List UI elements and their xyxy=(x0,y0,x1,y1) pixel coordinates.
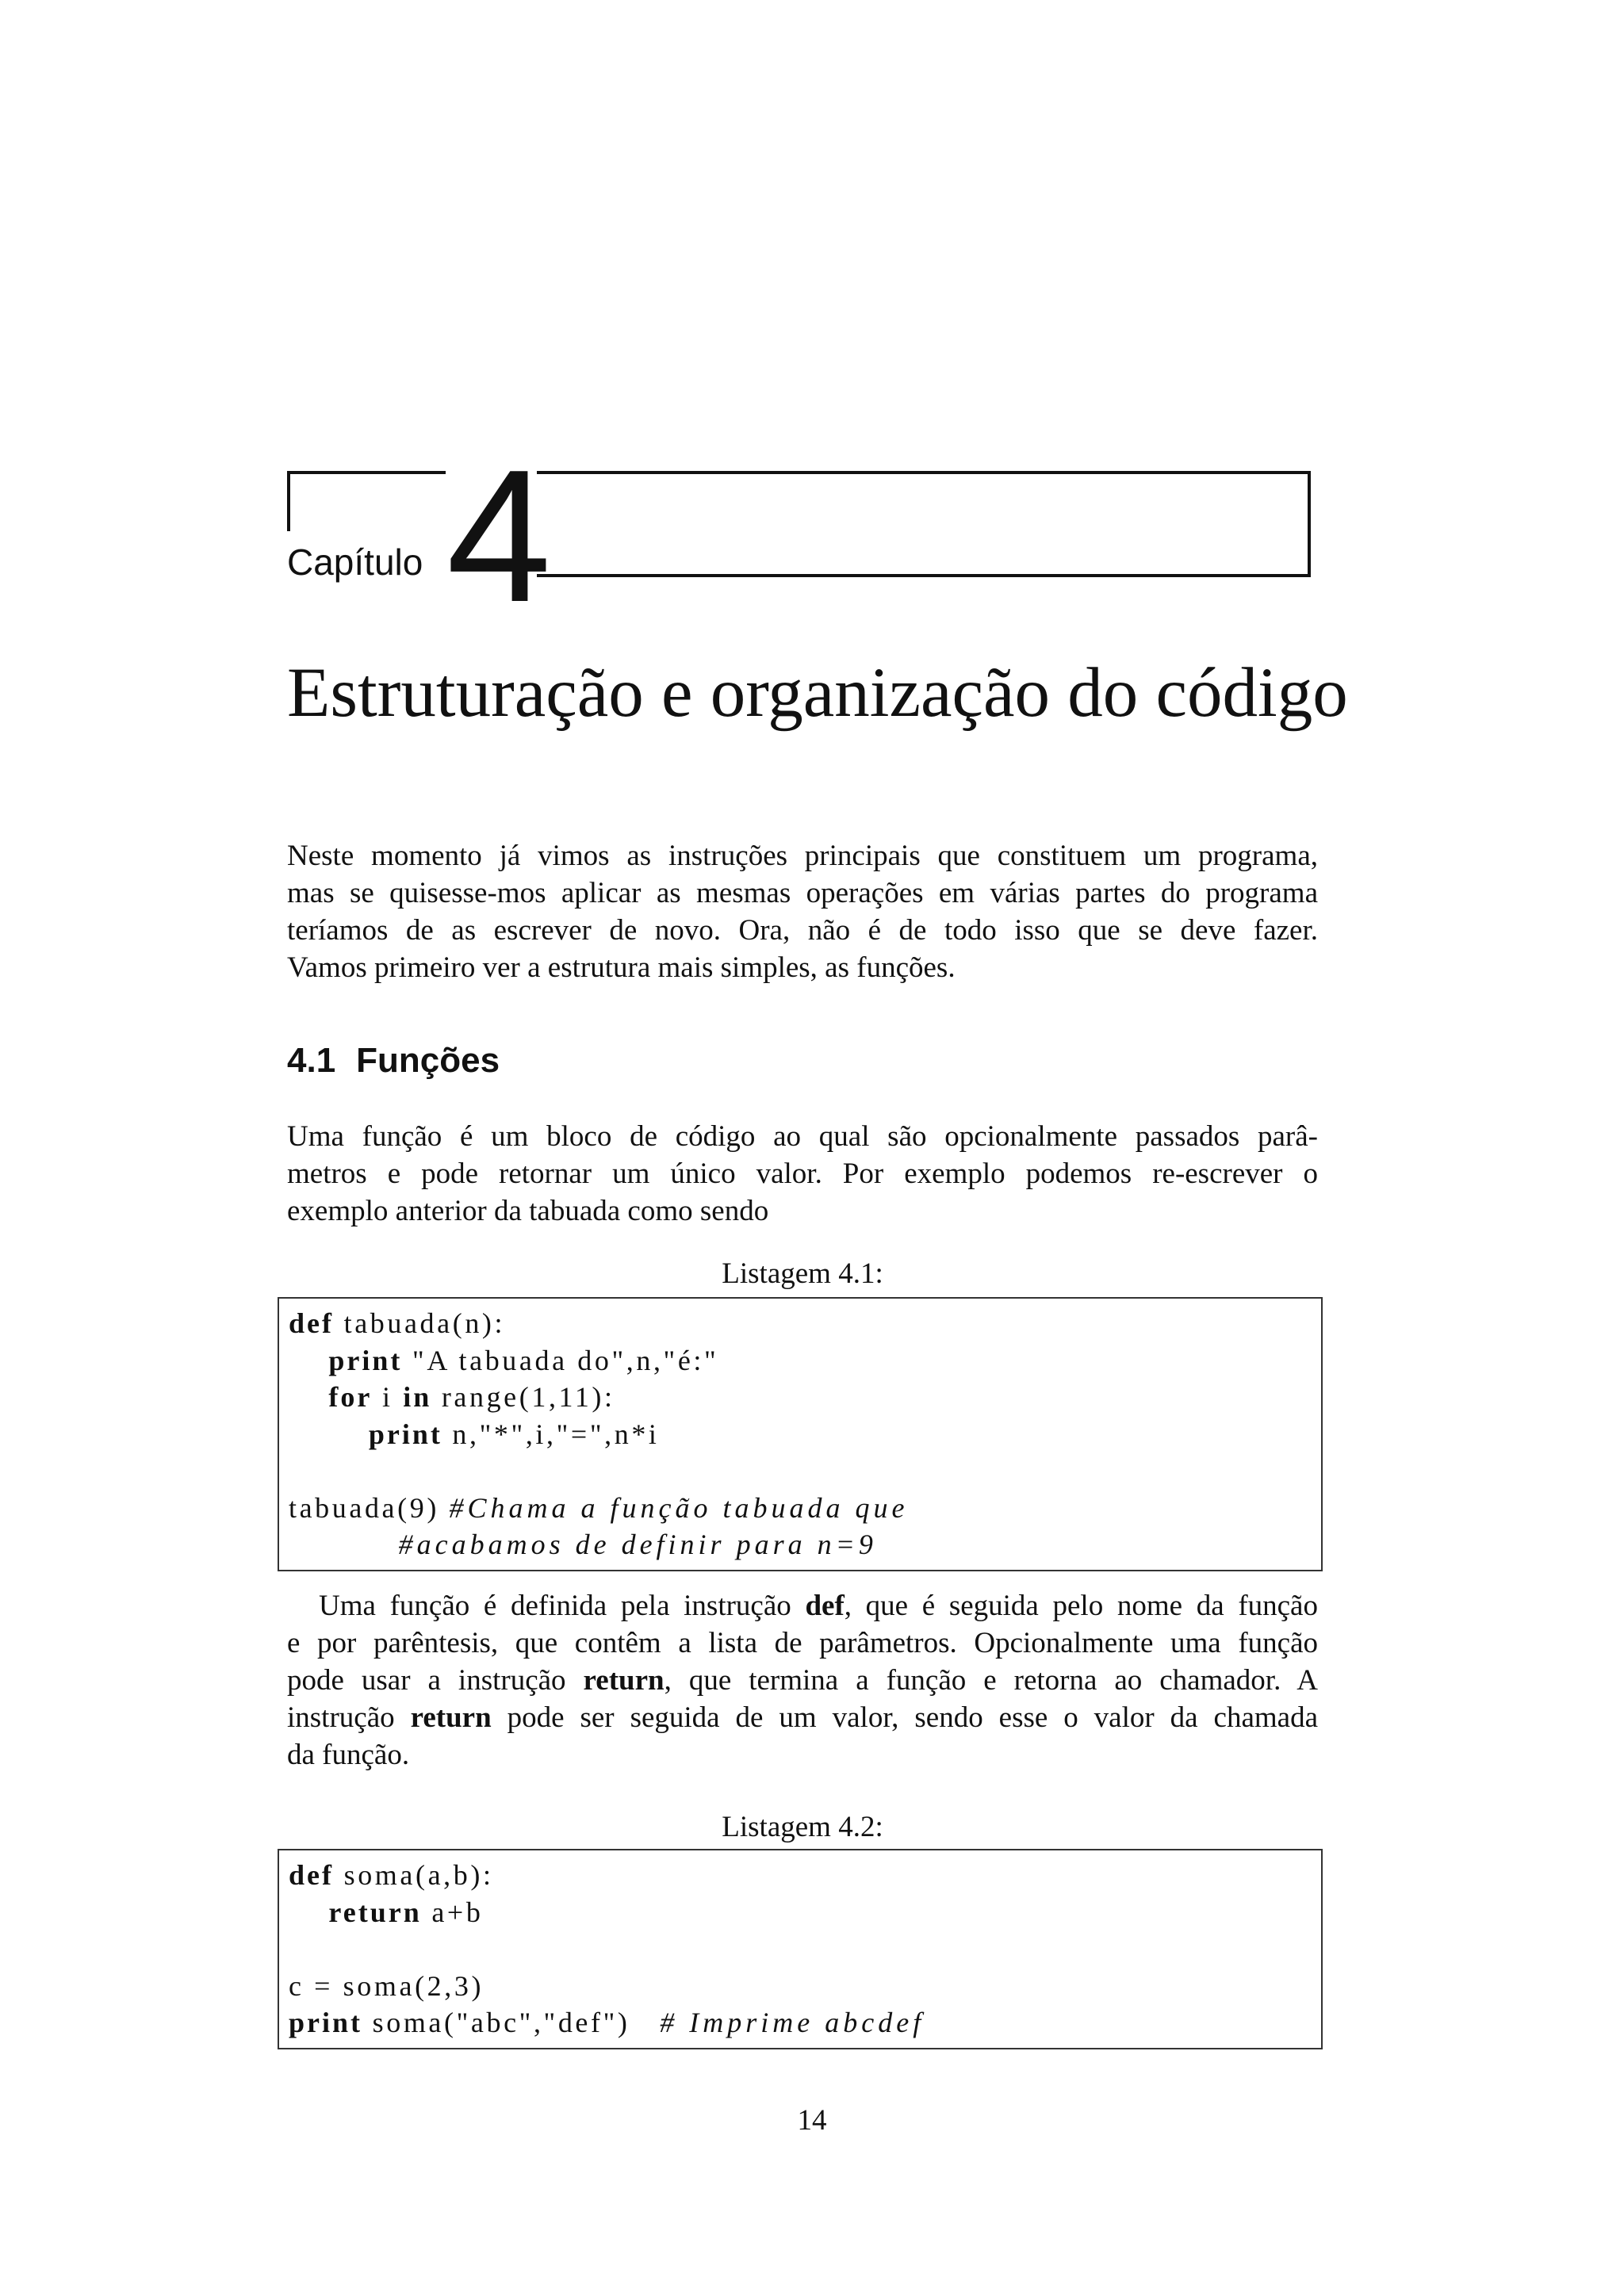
chapter-number: 4 xyxy=(446,431,549,641)
section-title: Funções xyxy=(356,1041,500,1080)
code-line: def tabuada(n): xyxy=(289,1307,506,1339)
code-line: c = soma(2,3) xyxy=(289,1969,485,2002)
paragraph-line: exemplo anterior da tabuada como sendo xyxy=(287,1195,769,1227)
intro-line: teríamos de as escrever de novo. Ora, não é de todo isso que se deve fazer. xyxy=(287,914,1318,947)
paragraph-line: metros e pode retornar um único valor. Por exemplo podemos re-escrever o xyxy=(287,1158,1318,1190)
section-number: 4.1 xyxy=(287,1041,336,1080)
listing-2-caption: Listagem 4.2: xyxy=(722,1811,883,1843)
code-line: print n,"*",i,"=",n*i xyxy=(368,1418,660,1450)
chapter-label: Capítulo xyxy=(287,541,423,583)
code-line: def soma(a,b): xyxy=(289,1859,494,1891)
code-line-blank xyxy=(289,1931,1312,1968)
code-comment: # Imprime abcdef xyxy=(660,2007,925,2038)
chapter-frame-left-side xyxy=(287,471,290,531)
listing-2-code xyxy=(278,1849,1323,2049)
listing-1-caption: Listagem 4.1: xyxy=(722,1257,883,1290)
intro-line: Neste momento já vimos as instruções principais que constituem um programa, xyxy=(287,840,1318,872)
code-line: tabuada(9) #Chama a função tabuada que xyxy=(289,1491,909,1524)
paragraph-line: pode usar a instrução return, que termina a função e retorna ao chamador. A xyxy=(287,1664,1318,1697)
intro-paragraph xyxy=(287,837,1318,986)
section-heading xyxy=(287,1043,500,1078)
code-line: print soma("abc","def") # Imprime abcdef xyxy=(289,2007,925,2038)
paragraph-line: da função. xyxy=(287,1739,410,1771)
functions-paragraph xyxy=(287,1118,1318,1230)
paragraph-line: Uma função é um bloco de código ao qual são opcionalmente passados parâ- xyxy=(287,1120,1318,1153)
page-number: 14 xyxy=(797,2104,827,2137)
code-comment: #Chama a função tabuada que xyxy=(449,1491,909,1524)
code-line xyxy=(289,1526,1312,1563)
code-line: for i in range(1,11): xyxy=(328,1381,615,1413)
intro-line: mas se quisesse-mos aplicar as mesmas operações em várias partes do programa xyxy=(287,877,1318,909)
def-explanation-paragraph xyxy=(287,1587,1318,1774)
chapter-title: Estruturação e organização do código xyxy=(287,654,1348,732)
intro-line: Vamos primeiro ver a estrutura mais simples, as funções. xyxy=(287,951,956,984)
code-comment: #acabamos de definir para n=9 xyxy=(398,1529,877,1560)
listing-1-code xyxy=(278,1297,1323,1571)
code-line: print "A tabuada do",n,"é:" xyxy=(328,1344,719,1376)
code-line-blank xyxy=(289,1452,1312,1490)
chapter-frame-left-top xyxy=(287,471,446,474)
code-line: return a+b xyxy=(328,1896,484,1928)
paragraph-line: Uma função é definida pela instrução def, que é seguida pelo nome da função xyxy=(319,1590,1318,1622)
paragraph-line: instrução return pode ser seguida de um valor, sendo esse o valor da chamada xyxy=(287,1701,1318,1734)
paragraph-line: e por parêntesis, que contêm a lista de parâmetros. Opcionalmente uma função xyxy=(287,1627,1318,1659)
chapter-frame-right-box xyxy=(537,471,1311,577)
